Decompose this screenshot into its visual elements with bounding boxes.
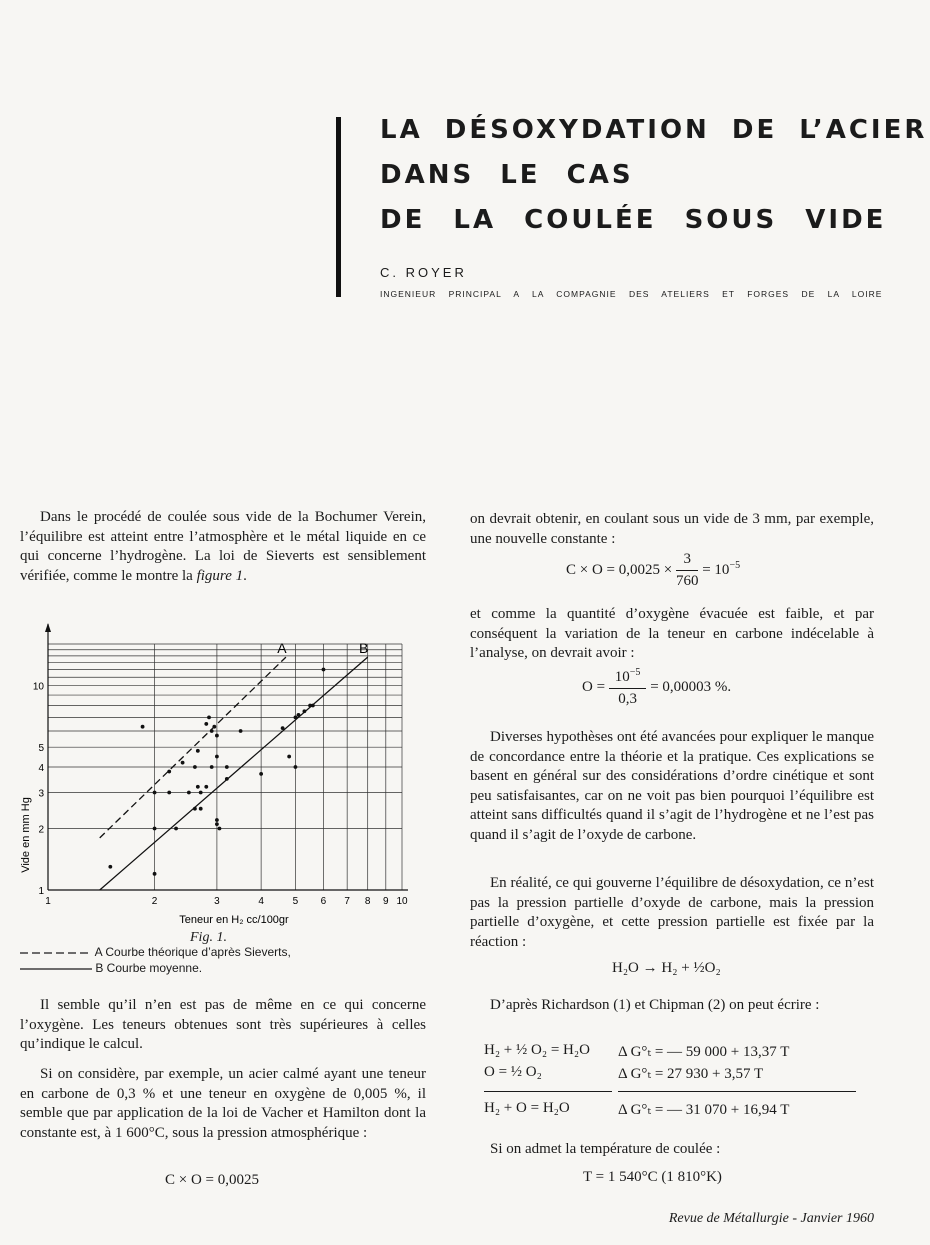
- data-point: [199, 791, 203, 795]
- y-tick-labels: [33, 682, 45, 897]
- data-point: [153, 791, 157, 795]
- reaction-3-lhs: H₂ + O = H₂O: [484, 1100, 570, 1116]
- x-tick-label: 1: [45, 896, 51, 907]
- y-tick-label: 1: [38, 886, 44, 897]
- col2-paragraph-1: on devrait obtenir, en coulant sous un vide de 3 mm, par exemple, une nouvelle constante :: [470, 511, 874, 547]
- chart-axes: [45, 623, 408, 890]
- data-point: [210, 729, 214, 733]
- affiliation: INGENIEUR PRINCIPAL A LA COMPAGNIE DES ATELIERS ET FORGES DE LA LOIRE: [380, 289, 883, 299]
- reaction-3-dg: Δ G°ₜ = — 31 070 + 16,94 T: [618, 1102, 790, 1118]
- dashed-line-icon: [20, 949, 92, 957]
- data-point: [311, 704, 315, 708]
- data-point: [239, 729, 243, 733]
- reaction-2-dg: Δ G°ₜ = 27 930 + 3,57 T: [618, 1066, 764, 1082]
- data-point: [174, 827, 178, 831]
- data-point: [153, 827, 157, 831]
- col2-paragraph-4: En réalité, ce qui gouverne l’équilibre de désoxydation, ce n’est pas la pression partielle d’oxyde de carbone, mais la pression partielle d’oxygène, et cette pression partielle est fixée par la réaction :: [470, 875, 874, 950]
- series-line-b: [100, 657, 368, 890]
- rule-left: [484, 1091, 612, 1092]
- data-point: [210, 765, 214, 769]
- data-point: [322, 668, 326, 672]
- data-point: [259, 772, 263, 776]
- x-tick-label: 4: [258, 896, 264, 907]
- y-tick-label: 4: [38, 763, 44, 774]
- col2-paragraph-5: D’après Richardson (1) et Chipman (2) on peut écrire :: [490, 997, 820, 1013]
- data-point: [215, 822, 219, 826]
- title-line-2: DANS LE CAS: [380, 160, 634, 190]
- x-tick-label: 7: [344, 896, 350, 907]
- data-point: [196, 749, 200, 753]
- data-point: [215, 734, 219, 738]
- x-tick-label: 9: [383, 896, 389, 907]
- data-point: [193, 807, 197, 811]
- data-point: [187, 791, 191, 795]
- data-point: [196, 785, 200, 789]
- data-point: [287, 755, 291, 759]
- y-tick-label: 3: [38, 788, 44, 800]
- equation-4: H₂O → H₂ + ½O₂: [612, 960, 721, 976]
- data-point: [108, 865, 112, 869]
- y-tick-label: 2: [38, 824, 44, 836]
- x-tick-label: 5: [292, 896, 299, 907]
- chart-lines: [100, 640, 369, 890]
- data-point: [212, 725, 216, 729]
- data-point: [167, 770, 171, 774]
- x-tick-label: 3: [214, 896, 220, 907]
- col2-paragraph-2: et comme la quantité d’oxygène évacuée est faible, et par conséquent la variation de la teneur en carbone indécelable à l’analyse, on devrait avoir :: [470, 606, 874, 661]
- data-point: [218, 827, 222, 831]
- journal-footer: Revue de Métallurgie - Janvier 1960: [668, 1211, 874, 1226]
- title-line-3: DE LA COULÉE SOUS VIDE: [380, 205, 887, 235]
- y-axis-arrow: [45, 623, 51, 632]
- data-point: [225, 777, 229, 781]
- x-tick-labels: [45, 896, 408, 907]
- article-title: [380, 108, 927, 243]
- y-axis-label: Vide en mm Hg: [20, 797, 32, 873]
- col1-paragraph-2: Il semble qu’il n’en est pas de même en ce qui concerne l’oxygène. Les teneurs obtenues sont très supérieures à celles qu’indique le calcul.: [20, 997, 426, 1052]
- x-axis-label: Teneur en H₂ cc/100gr: [179, 914, 289, 926]
- figure-caption: Fig. 1.: [190, 930, 227, 945]
- data-point: [204, 785, 208, 789]
- equation-2: C × O = 0,0025 × $\frac{3}{760}$ = $10^{-5}$: [566, 551, 741, 589]
- col1-paragraph-1: Dans le procédé de coulée sous vide de la Bochumer Verein, l’équilibre est atteint entre l’atmosphère et le métal liquide en ce qui concerne l’hydrogène. La loi de Sieverts est sensiblement vérifiée, comme le montre la figure 1.: [20, 509, 426, 584]
- y-tick-label: 10: [32, 681, 44, 693]
- equation-5: T = 1 540°C (1 810°K): [583, 1169, 722, 1185]
- data-point: [207, 715, 211, 719]
- data-point: [294, 715, 298, 719]
- legend-a: A Courbe théorique d’après Sieverts,: [20, 945, 291, 959]
- data-point: [215, 755, 219, 759]
- title-rule: [336, 117, 341, 297]
- data-point: [199, 807, 203, 811]
- title-line-1: LA DÉSOXYDATION DE L’ACIER: [380, 115, 928, 145]
- reaction-table: [470, 1038, 874, 1123]
- data-point: [181, 761, 185, 765]
- data-point: [225, 765, 229, 769]
- series-label-a: A: [277, 640, 287, 657]
- x-tick-label: 6: [320, 896, 327, 907]
- data-point: [215, 818, 219, 822]
- x-tick-label: 8: [364, 896, 371, 907]
- col2-paragraph-6: Si on admet la température de coulée :: [490, 1141, 721, 1157]
- figure-1-chart: [14, 620, 424, 930]
- series-label-b: B: [359, 640, 369, 657]
- equation-3: O = $\frac{10^{-5}}{0,3}$ = 0,00003 %.: [582, 667, 732, 707]
- data-point: [297, 713, 301, 717]
- data-point: [204, 722, 208, 726]
- data-point: [193, 765, 197, 769]
- col1-paragraph-3: Si on considère, par exemple, un acier calmé ayant une teneur en carbone de 0,3 % et une teneur en oxygène de 0,005 %, il semble que par application de la loi de Vacher et Hamilton dont la constante est, à 1 600°C, sous la pression atmosphérique :: [20, 1066, 426, 1141]
- data-point: [302, 709, 306, 713]
- data-point: [294, 765, 298, 769]
- figure-ref: figure 1: [196, 567, 244, 584]
- legend-b: B Courbe moyenne.: [20, 961, 202, 975]
- x-tick-label: 10: [396, 896, 408, 907]
- data-point: [167, 791, 171, 795]
- solid-line-icon: [20, 965, 92, 973]
- rule-right: [618, 1091, 856, 1092]
- reaction-1-lhs: H₂ + ½ O₂ = H₂O: [484, 1042, 590, 1058]
- equation-1: C × O = 0,0025: [165, 1172, 260, 1188]
- y-tick-label: 5: [38, 743, 44, 755]
- reaction-2-lhs: O = ½ O₂: [484, 1064, 542, 1080]
- data-point: [281, 726, 285, 730]
- x-tick-label: 2: [151, 896, 158, 907]
- data-point: [141, 725, 145, 729]
- reaction-1-dg: Δ G°ₜ = — 59 000 + 13,37 T: [618, 1044, 790, 1060]
- author: C. ROYER: [380, 265, 467, 280]
- data-point: [153, 872, 157, 876]
- col2-paragraph-3: Diverses hypothèses ont été avancées pour expliquer le manque de concordance entre la théorie et la pratique. Ces explications se basent en général sur des considérations d’ordre cinétique et sont peu satisfaisantes, car on ne voit pas bien pourquoi l’équilibre est atteint sans difficultés quand il s’agit de l’hydrogène et ne l’est pas quand il s’agit de l’oxyde de carbone.: [470, 729, 874, 843]
